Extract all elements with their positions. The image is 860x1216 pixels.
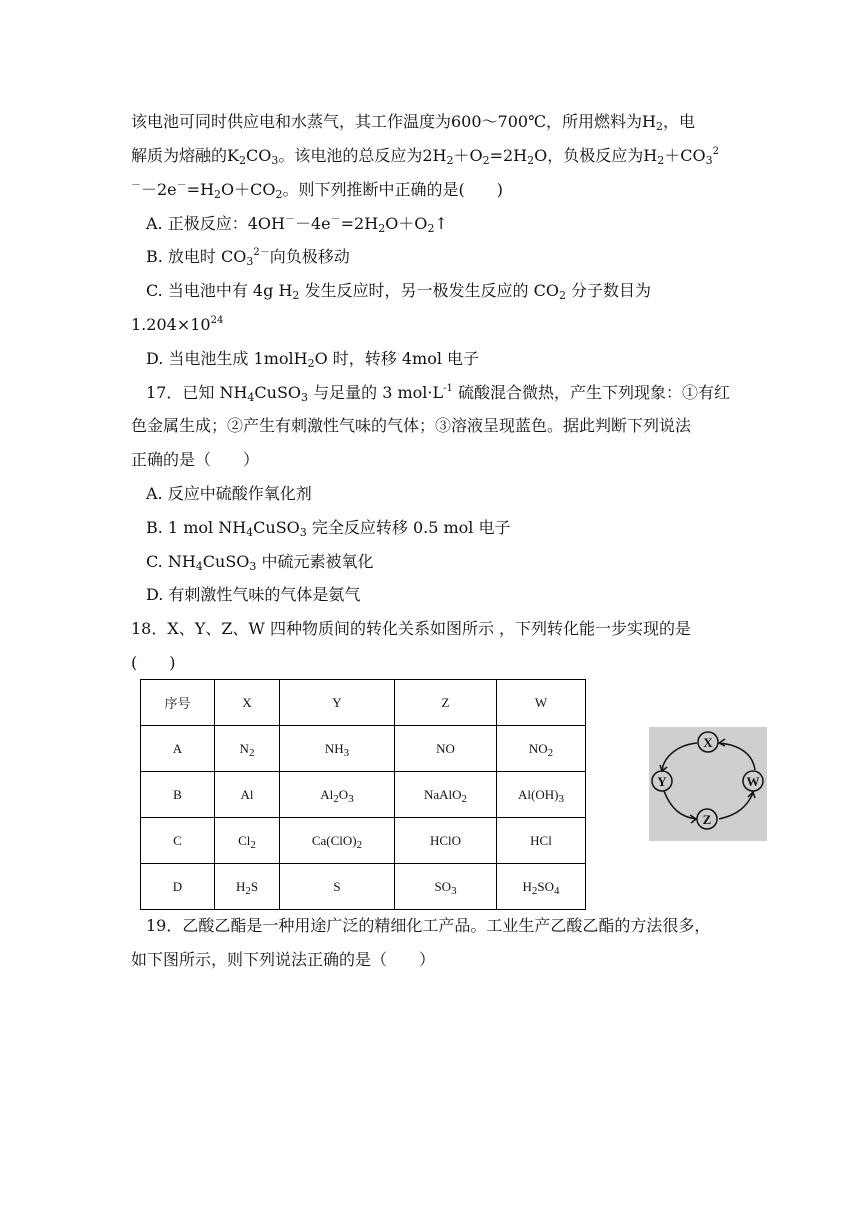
q19-stem-line-2: 如下图所示，则下列说法正确的是（ ） <box>131 950 436 969</box>
q19-stem-line-1: 19．乙酸乙酯是一种用途广泛的精细化工产品。工业生产乙酸乙酯的方法很多， <box>146 916 711 935</box>
table-cell-x: $N_2$ <box>215 726 280 772</box>
table-cell-id: D <box>141 864 215 910</box>
cycle-svg <box>649 727 767 841</box>
table-cell-id: C <box>141 818 215 864</box>
q16-option-a: A. 正极反应：$4OH^--4e^-=2H_2O+O_2↑$ <box>146 214 448 235</box>
node-y-label: Y <box>657 774 667 789</box>
q17-option-d: D. 有刺激性气味的气体是氨气 <box>146 585 361 604</box>
table-cell-w: $NO_2$ <box>497 726 586 772</box>
table-cell-x: $H_2S$ <box>215 864 280 910</box>
q16-option-c-cont: $1.204\times 10^{24}$ <box>131 315 224 334</box>
q16-stem-line-1: 该电池可同时供应电和水蒸气，其工作温度为600～700℃，所用燃料为$H_2$，电 <box>131 112 695 133</box>
table-row <box>141 726 586 772</box>
table-cell-w: $H_2SO_4$ <box>497 864 586 910</box>
arrow-x-to-y <box>662 743 697 770</box>
node-x-label: X <box>703 735 713 750</box>
table-cell-y: $Ca(ClO)_2$ <box>280 818 395 864</box>
table-row <box>141 818 586 864</box>
q18-stem-line-1: 18．X、Y、Z、W 四种物质间的转化关系如图所示 ，下列转化能一步实现的是 <box>131 619 692 638</box>
table-cell-id: B <box>141 772 215 818</box>
q16-stem-line-2: 解质为熔融的$K_2CO_3$。该电池的总反应为$2H_2+O_2=2H_2O$，负极反应为$H_2+CO_3^2$ <box>131 146 719 167</box>
table-row <box>141 772 586 818</box>
table-header-cell: X <box>215 680 280 726</box>
table-cell-x: Al <box>215 772 280 818</box>
table-header-row <box>141 680 586 726</box>
q17-option-c: C. $NH_4CuSO_3$ 中硫元素被氧化 <box>146 552 374 573</box>
arrow-y-to-z <box>664 791 696 819</box>
node-z-label: Z <box>702 812 712 827</box>
table-header-cell: 序号 <box>141 680 215 726</box>
table-header-cell: Z <box>395 680 497 726</box>
table-cell-z: NaAlO$_2$ <box>395 772 497 818</box>
q16-option-d: D. 当电池生成 1molH$_2$O 时，转移 4mol 电子 <box>146 349 480 370</box>
table-row <box>141 864 586 910</box>
table-cell-w: $Al(OH)_3$ <box>497 772 586 818</box>
arrow-w-to-x <box>719 743 755 770</box>
q17-stem-line-3: 正确的是（ ） <box>131 450 260 469</box>
q16-option-c: C. 当电池中有 4g $H_2$ 发生反应时，另一极发生反应的 $CO_2$ 分子数目为 <box>146 281 652 302</box>
table-cell-z: $SO_3$ <box>395 864 497 910</box>
table-cell-id: A <box>141 726 215 772</box>
table-cell-z: HClO <box>395 818 497 864</box>
table-cell-y: $Al_2O_3$ <box>280 772 395 818</box>
q18-stem-line-2: ( ) <box>131 653 176 672</box>
q17-option-b: B. 1 mol $NH_4CuSO_3$ 完全反应转移 0.5 mol 电子 <box>146 518 511 539</box>
node-w-label: W <box>746 774 760 789</box>
table-header-cell: Y <box>280 680 395 726</box>
table-cell-y: $NH_3$ <box>280 726 395 772</box>
table-cell-y: S <box>280 864 395 910</box>
q17-option-a: A. 反应中硫酸作氧化剂 <box>146 484 312 503</box>
table-header-cell: W <box>497 680 586 726</box>
conversion-cycle-diagram <box>649 727 767 841</box>
q16-option-b: B. 放电时 $CO_3^{2-}$向负极移动 <box>146 247 350 268</box>
q16-stem-line-3: $^--2e^-=H_2O+CO_2$。则下列推断中正确的是( ) <box>131 180 503 201</box>
q17-stem-line-2: 色金属生成；②产生有刺激性气味的气体；③溶液呈现蓝色。据此判断下列说法 <box>131 416 692 435</box>
table-cell-z: NO <box>395 726 497 772</box>
table-cell-x: $Cl_2$ <box>215 818 280 864</box>
table-cell-w: HCl <box>497 818 586 864</box>
q18-table <box>140 679 586 910</box>
q17-stem-line-1: 17．已知 $NH_4CuSO_3$ 与足量的 3 $mol\cdot L^{-1}$ 硫酸混合微热，产生下列现象：①有红 <box>146 383 730 404</box>
